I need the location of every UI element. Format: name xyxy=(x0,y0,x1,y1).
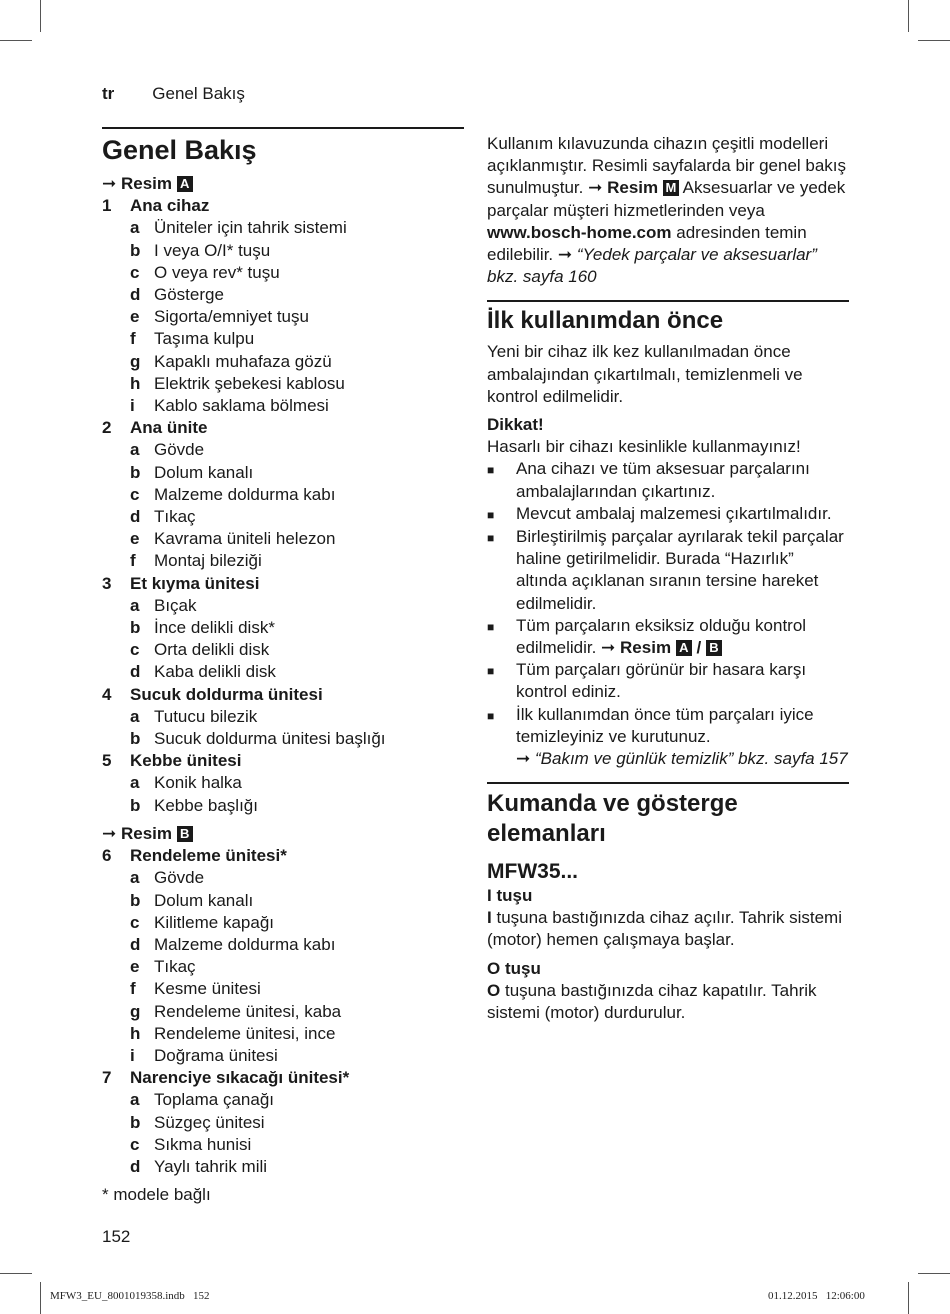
crop-mark xyxy=(918,1273,950,1274)
intro-paragraph: Kullanım kılavuzunda cihazın çeşitli modelleri açıklanmıştır. Resimli sayfalarda bir genel bakış sunulmuştur. ➞ Resim M Aksesuarlar ve yedek parçalar müşteri hizmetlerinden veya www.bosch-home.com adresinden temin edilebilir. ➞ “Yedek parçalar ve aksesuarlar” bkz. sayfa 160 xyxy=(487,134,847,287)
section-heading: Kumanda ve gösterge elemanları xyxy=(487,790,738,848)
figure-reference-a: ➞ Resim A xyxy=(102,173,464,195)
crop-mark xyxy=(40,0,41,32)
arrow-right-icon: ➞ xyxy=(102,174,117,193)
part-group: 5 Kebbe ünitesi xyxy=(102,751,242,771)
square-bullet-icon: ■ xyxy=(487,619,495,634)
part-group: 6 Rendeleme ünitesi* xyxy=(102,846,287,866)
list-item: ■ Ana cihazı ve tüm aksesuar parçalarını ambalajlarından çıkartınız. xyxy=(487,458,849,502)
part-item: e Sigorta/emniyet tuşu xyxy=(130,307,309,327)
part-item: c O veya rev* tuşu xyxy=(130,262,280,282)
part-item: d Gösterge xyxy=(130,285,224,305)
website-link: www.bosch-home.com xyxy=(487,222,672,242)
figure-box: A xyxy=(676,640,692,656)
square-bullet-icon: ■ xyxy=(487,463,495,478)
part-item: b Süzgeç ünitesi xyxy=(130,1112,265,1132)
part-item: d Kaba delikli disk xyxy=(130,662,276,682)
footnote: * modele bağlı xyxy=(102,1185,211,1205)
crop-mark xyxy=(0,1273,32,1274)
figure-box: B xyxy=(706,640,722,656)
part-item: e Kavrama üniteli helezon xyxy=(130,529,336,549)
parts-list-a xyxy=(102,195,464,817)
print-timestamp: 01.12.2015 12:06:00 xyxy=(768,1290,865,1302)
arrow-right-icon: ➞ xyxy=(102,823,117,843)
cross-reference: “Yedek parçalar ve aksesuarlar” bkz. sayfa 160 xyxy=(487,245,817,287)
part-item: e Tıkaç xyxy=(130,957,196,977)
list-item: ■ Tüm parçaları görünür bir hasara karşı kontrol ediniz. xyxy=(487,659,849,703)
figure-box: B xyxy=(177,826,193,842)
crop-mark xyxy=(918,40,950,41)
square-bullet-icon: ■ xyxy=(487,531,495,546)
part-item: h Rendeleme ünitesi, ince xyxy=(130,1023,336,1043)
figure-reference-b: ➞ Resim B xyxy=(102,823,464,845)
part-item: i Doğrama ünitesi xyxy=(130,1045,278,1065)
part-item: c Orta delikli disk xyxy=(130,640,270,660)
part-item: c Kilitleme kapağı xyxy=(130,912,275,932)
arrow-right-icon: ➞ xyxy=(557,245,573,265)
part-item: f Kesme ünitesi xyxy=(130,979,261,999)
subheading-o-key: O tuşu xyxy=(487,958,541,978)
part-group: 3 Et kıyma ünitesi xyxy=(102,573,260,593)
part-group: 4 Sucuk doldurma ünitesi xyxy=(102,684,323,704)
section-rule xyxy=(487,300,849,302)
part-item: b I veya O/I* tuşu xyxy=(130,240,271,260)
part-item: d Tıkaç xyxy=(130,507,196,527)
i-key-paragraph: I tuşuna bastığınızda cihaz açılır. Tahrik sistemi (motor) hemen çalışmaya başlar. xyxy=(487,908,842,950)
left-column xyxy=(102,127,464,1206)
page-number: 152 xyxy=(102,1227,131,1246)
right-column xyxy=(487,133,849,1024)
part-item: a Üniteler için tahrik sistemi xyxy=(130,218,347,238)
crop-mark xyxy=(0,40,32,41)
part-item: i Kablo saklama bölmesi xyxy=(130,396,329,416)
model-heading: MFW35... xyxy=(487,860,579,884)
section-heading: İlk kullanımdan önce xyxy=(487,307,724,335)
o-key-paragraph: O tuşuna bastığınızda cihaz kapatılır. Tahrik sistemi (motor) durdurulur. xyxy=(487,980,817,1022)
part-group: 7 Narenciye sıkacağı ünitesi* xyxy=(102,1068,350,1088)
list-item: ■ Tüm parçaların eksiksiz olduğu kontrol edilmelidir. ➞ Resim A / B xyxy=(487,615,849,659)
bullet-list xyxy=(487,458,849,614)
part-item: h Elektrik şebekesi kablosu xyxy=(130,373,345,393)
part-item: b Dolum kanalı xyxy=(130,890,254,910)
crop-mark xyxy=(908,0,909,32)
language-code: tr xyxy=(102,84,115,103)
part-item: a Gövde xyxy=(130,440,205,460)
parts-list-b xyxy=(102,845,464,1178)
part-item: d Malzeme doldurma kabı xyxy=(130,934,336,954)
figure-box: A xyxy=(177,176,193,192)
part-group: 2 Ana ünite xyxy=(102,418,208,438)
arrow-right-icon: ➞ xyxy=(601,638,616,658)
part-item: b Dolum kanalı xyxy=(130,462,254,482)
part-item: d Yaylı tahrik mili xyxy=(130,1156,268,1176)
arrow-right-icon: ➞ xyxy=(516,749,531,769)
part-item: a Bıçak xyxy=(130,595,197,615)
list-item: ■ Mevcut ambalaj malzemesi çıkartılmalıdır. xyxy=(487,503,849,526)
square-bullet-icon: ■ xyxy=(487,507,495,522)
part-item: f Taşıma kulpu xyxy=(130,329,255,349)
part-item: f Montaj bileziği xyxy=(130,551,262,571)
part-item: b Kebbe başlığı xyxy=(130,795,258,815)
square-bullet-icon: ■ xyxy=(487,708,495,723)
section-rule xyxy=(487,782,849,784)
print-file-info: MFW3_EU_8001019358.indb 152 xyxy=(50,1290,210,1302)
part-item: a Konik halka xyxy=(130,773,242,793)
part-item: b İnce delikli disk* xyxy=(130,618,275,638)
subheading-i-key: I tuşu xyxy=(487,886,533,906)
section-heading: Genel Bakış xyxy=(102,135,257,165)
crop-mark xyxy=(40,1282,41,1314)
part-item: c Sıkma hunisi xyxy=(130,1134,252,1154)
part-item: g Rendeleme ünitesi, kaba xyxy=(130,1001,342,1021)
part-item: c Malzeme doldurma kabı xyxy=(130,484,336,504)
running-title: Genel Bakış xyxy=(152,84,245,103)
part-item: a Gövde xyxy=(130,868,205,888)
figure-box: M xyxy=(663,180,679,196)
running-header xyxy=(102,84,245,104)
section-paragraph: Yeni bir cihaz ilk kez kullanılmadan önce ambalajından çıkartılmalı, temizlenmeli ve kontrol edilmelidir. xyxy=(487,342,803,406)
part-item: b Sucuk doldurma ünitesi başlığı xyxy=(130,729,386,749)
list-item: ■ Birleştirilmiş parçalar ayrılarak tekil parçalar haline getirilmelidir. Burada “Hazırlık” altında açıklanan sıranın tersine hareket edilmelidir. xyxy=(487,526,849,615)
square-bullet-icon: ■ xyxy=(487,664,495,679)
crop-mark xyxy=(908,1282,909,1314)
part-group: 1 Ana cihaz xyxy=(102,196,210,216)
caution-text: Hasarlı bir cihazı kesinlikle kullanmayınız! xyxy=(487,437,801,457)
arrow-right-icon: ➞ xyxy=(588,178,603,198)
cross-reference: “Bakım ve günlük temizlik” bkz. sayfa 157 xyxy=(534,749,848,769)
part-item: a Toplama çanağı xyxy=(130,1090,275,1110)
part-item: g Kapaklı muhafaza gözü xyxy=(130,351,332,371)
list-item: ■ İlk kullanımdan önce tüm parçaları iyice temizleyiniz ve kurutunuz. ➞ “Bakım ve günlük temizlik” bkz. sayfa 157 xyxy=(487,704,849,771)
part-item: a Tutucu bilezik xyxy=(130,706,258,726)
caution-title: Dikkat! xyxy=(487,415,544,435)
